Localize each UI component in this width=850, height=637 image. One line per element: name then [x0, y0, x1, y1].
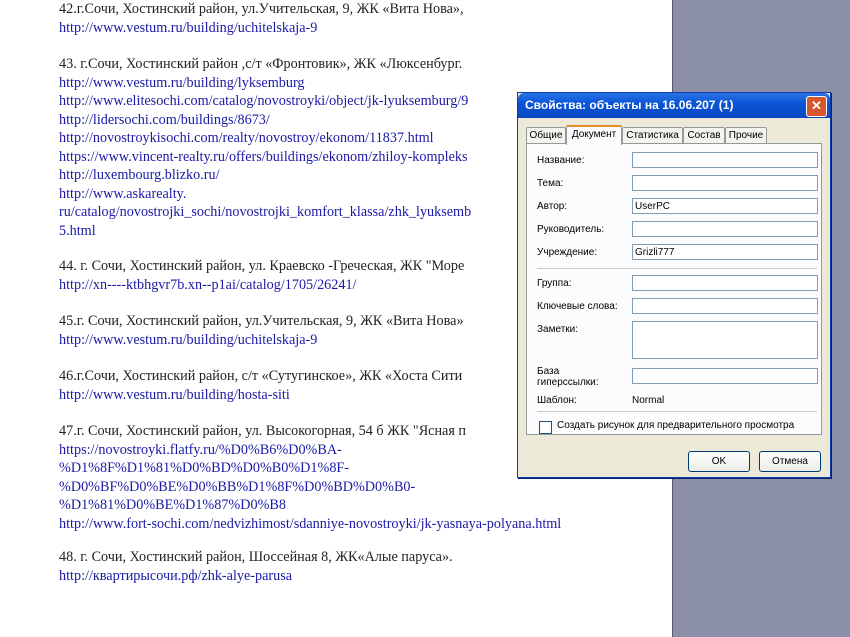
manager-field[interactable]: [632, 221, 818, 237]
hyperlink[interactable]: http://www.vestum.ru/building/uchitelskaja-9: [59, 19, 318, 36]
hyperlink[interactable]: ru/catalog/novostrojki_sochi/novostrojki_komfort_klassa/zhk_lyuksemb: [59, 204, 472, 220]
ok-button[interactable]: OK: [688, 451, 750, 472]
hyperlink-base-label-1: База: [537, 366, 560, 377]
title-label: Название:: [537, 155, 585, 166]
entry-text: 42.г.Сочи, Хостинский район, ул.Учительская, 9, ЖК «Вита Нова»,: [59, 1, 464, 17]
document-entry: [59, 0, 672, 37]
dialog-titlebar[interactable]: [518, 93, 830, 118]
properties-dialog: [517, 92, 831, 478]
hyperlink[interactable]: http://квартирысочи.рф/zhk-alye-parusa: [59, 567, 293, 584]
hyperlink[interactable]: https://novostroyki.flatfy.ru/%D0%B6%D0%BA-: [59, 441, 342, 458]
hyperlink[interactable]: http://www.vestum.ru/building/hosta-siti: [59, 386, 290, 403]
title-field[interactable]: [632, 152, 818, 168]
hyperlink[interactable]: 5.html: [59, 222, 96, 239]
author-label: Автор:: [537, 201, 568, 212]
company-label: Учреждение:: [537, 247, 598, 258]
document-tab-panel: [526, 143, 822, 435]
template-label: Шаблон:: [537, 395, 577, 406]
hyperlink-base-field[interactable]: [632, 368, 818, 384]
category-label: Группа:: [537, 278, 572, 289]
hyperlink[interactable]: http://lidersochi.com/buildings/8673/: [59, 111, 270, 128]
company-field[interactable]: Grizli777: [632, 244, 818, 260]
hyperlink[interactable]: http://www.elitesochi.com/catalog/novostroyki/object/jk-lyuksemburg/9: [59, 93, 469, 109]
author-field[interactable]: UserPC: [632, 198, 818, 214]
template-value: Normal: [632, 395, 665, 406]
comments-label: Заметки:: [537, 324, 579, 335]
keywords-label: Ключевые слова:: [537, 301, 618, 312]
preview-checkbox[interactable]: [539, 421, 552, 434]
hyperlink[interactable]: http://www.fort-sochi.com/nedvizhimost/sdanniye-novostroyki/jk-yasnaya-polyana.html: [59, 515, 562, 532]
divider: [537, 411, 817, 412]
hyperlink[interactable]: %D1%8F%D1%81%D0%BD%D0%B0%D1%8F-: [59, 460, 350, 476]
keywords-field[interactable]: [632, 298, 818, 314]
hyperlink[interactable]: https://www.vincent-realty.ru/offers/buildings/ekonom/zhiloy-kompleks: [59, 148, 468, 165]
hyperlink[interactable]: http://luxembourg.blizko.ru/: [59, 167, 220, 183]
hyperlink-base-label-2: гиперссылки:: [537, 377, 599, 388]
preview-checkbox-label[interactable]: Создать рисунок для предварительного просмотра: [557, 420, 795, 431]
dialog-title: Свойства: объекты на 16.06.207 (1): [525, 98, 734, 112]
entry-text: 44. г. Сочи, Хостинский район, ул. Краевско -Греческая, ЖК "Море: [59, 258, 465, 274]
comments-field[interactable]: [632, 321, 818, 359]
entry-text: 48. г. Сочи, Хостинский район, Шоссейная 8, ЖК«Алые паруса».: [59, 549, 453, 565]
hyperlink[interactable]: http://xn----ktbhgvr7b.xn--p1ai/catalog/1705/26241/: [59, 276, 357, 293]
entry-text: 45.г. Сочи, Хостинский район, ул.Учительская, 9, ЖК «Вита Нова»: [59, 313, 464, 329]
hyperlink[interactable]: http://novostroykisochi.com/realty/novostroy/ekonom/11837.html: [59, 130, 434, 146]
entry-text: 46.г.Сочи, Хостинский район, с/т «Сутугинское», ЖК «Хоста Сити: [59, 368, 463, 384]
category-field[interactable]: [632, 275, 818, 291]
divider: [537, 268, 817, 269]
hyperlink[interactable]: http://www.askarealty.: [59, 185, 187, 202]
close-icon[interactable]: ✕: [806, 96, 827, 117]
cancel-button[interactable]: Отмена: [759, 451, 821, 472]
entry-text: 43. г.Сочи, Хостинский район ,с/т «Фронтовик», ЖК «Люксенбург.: [59, 56, 463, 72]
subject-label: Тема:: [537, 178, 564, 189]
tab-document[interactable]: Документ: [566, 125, 622, 145]
hyperlink[interactable]: %D0%BF%D0%BE%D0%BB%D1%8F%D0%BD%D0%B0-: [59, 478, 416, 495]
tab-contents[interactable]: Состав: [683, 127, 725, 143]
tab-custom[interactable]: Прочие: [725, 127, 767, 143]
tab-general[interactable]: Общие: [526, 127, 566, 143]
document-entry: [59, 548, 672, 585]
entry-text: 47.г. Сочи, Хостинский район, ул. Высокогорная, 54 б ЖК "Ясная п: [59, 423, 467, 439]
hyperlink[interactable]: http://www.vestum.ru/building/uchitelskaja-9: [59, 331, 318, 348]
tab-statistics[interactable]: Статистика: [622, 127, 683, 143]
hyperlink[interactable]: %D1%81%D0%BE%D1%87%D0%B8: [59, 497, 286, 513]
subject-field[interactable]: [632, 175, 818, 191]
hyperlink[interactable]: http://www.vestum.ru/building/lyksemburg: [59, 74, 305, 91]
manager-label: Руководитель:: [537, 224, 605, 235]
